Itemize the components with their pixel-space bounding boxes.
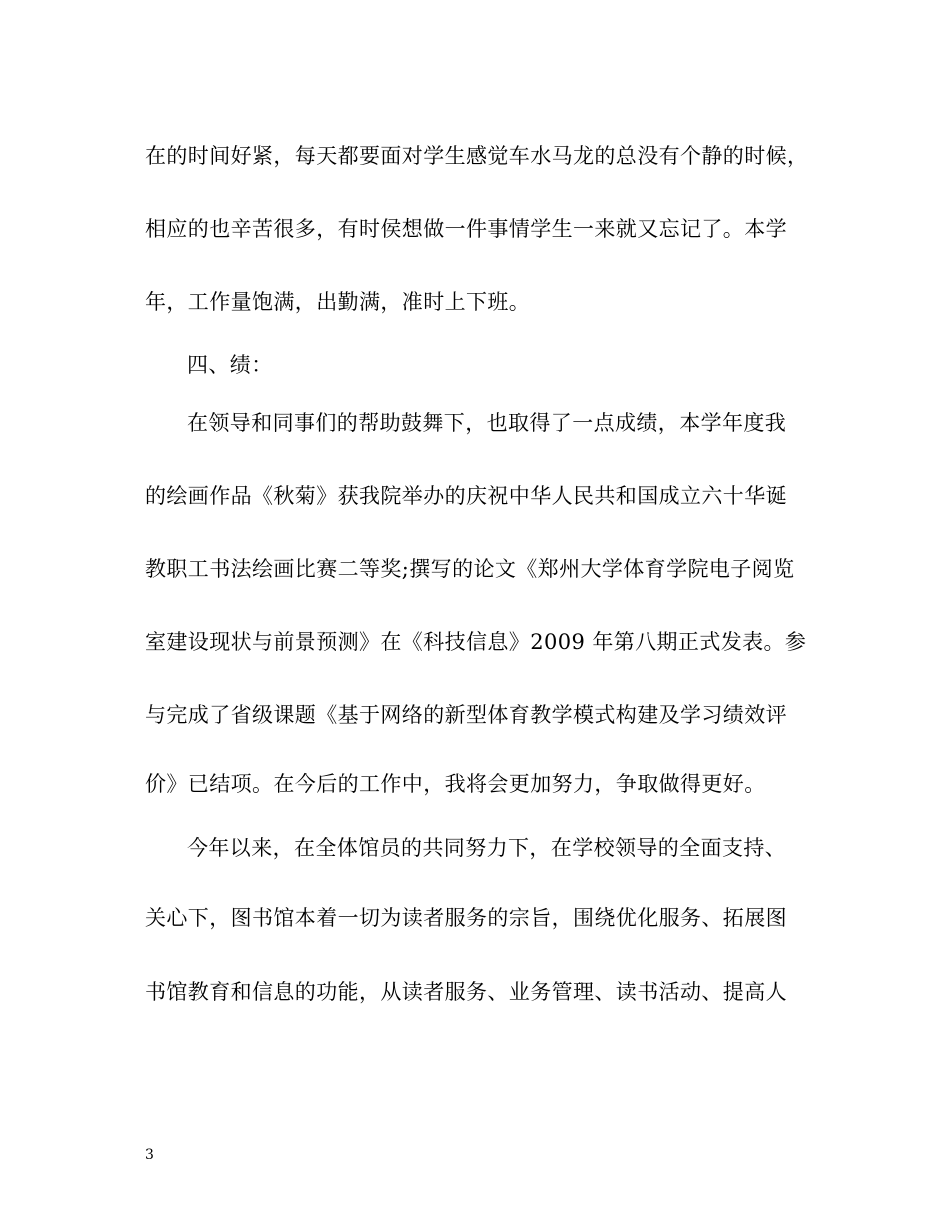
text-line: 室建设现状与前景预测》在《科技信息》2009 年第八期正式发表。参: [145, 630, 807, 654]
text-line: 与完成了省级课题《基于网络的新型体育教学模式构建及学习绩效评: [145, 703, 787, 727]
text-line: 的绘画作品《秋菊》获我院举办的庆祝中华人民共和国成立六十华诞: [145, 484, 787, 508]
text-line: 教职工书法绘画比赛二等奖;撰写的论文《郑州大学体育学院电子阅览: [145, 557, 795, 581]
section-heading: 四、绩：: [187, 353, 273, 377]
text-line: 相应的也辛苦很多，有时侯想做一件事情学生一来就又忘记了。本学: [145, 217, 787, 241]
text-line: 关心下，图书馆本着一切为读者服务的宗旨，围绕优化服务、拓展图: [145, 906, 787, 930]
text-line: 在领导和同事们的帮助鼓舞下，也取得了一点成绩，本学年度我: [187, 411, 787, 435]
text-line: 价》已结项。在今后的工作中，我将会更加努力，争取做得更好。: [145, 772, 766, 796]
text-line: 在的时间好紧，每天都要面对学生感觉车水马龙的总没有个静的时候，: [145, 144, 809, 168]
text-line: 今年以来，在全体馆员的共同努力下，在学校领导的全面支持、: [187, 836, 787, 860]
text-line: 书馆教育和信息的功能，从读者服务、业务管理、读书活动、提高人: [145, 980, 787, 1004]
text-line: 年，工作量饱满，出勤满，准时上下班。: [145, 290, 531, 314]
page-number: 3: [145, 1147, 154, 1163]
